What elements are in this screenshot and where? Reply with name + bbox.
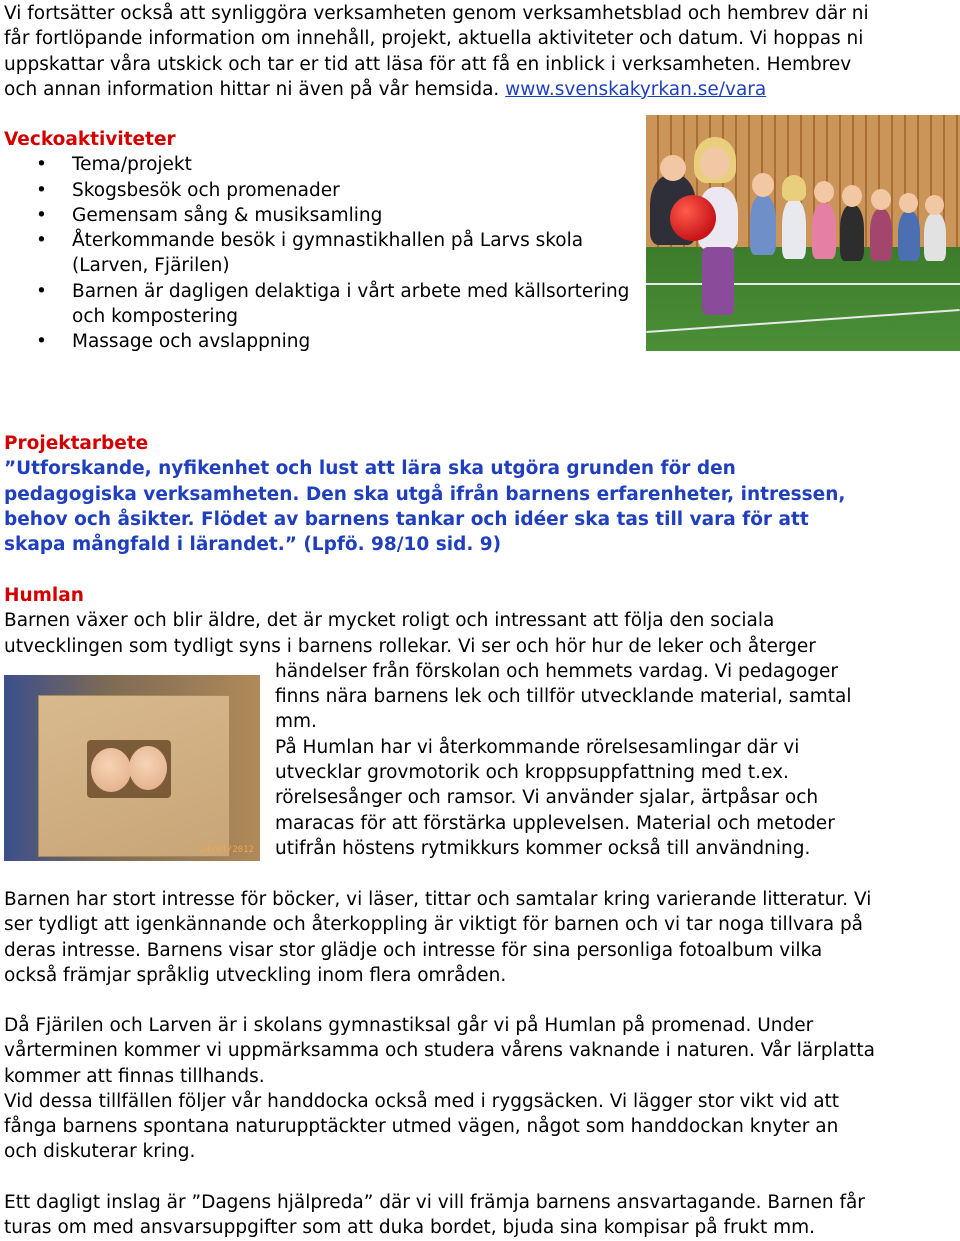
humlan-line: utvecklar grovmotorik och kroppsuppfattning med t.ex. — [275, 762, 789, 784]
helper-paragraph — [4, 1190, 865, 1241]
humlan-line: På Humlan har vi återkommande rörelsesamlingar där vi — [275, 736, 800, 758]
list-item: • Återkommande besök i gymnastikhallen på Larvs skola (Larven, Fjärilen) — [4, 228, 634, 279]
walk-line: och diskuterar kring. — [4, 1141, 196, 1163]
humlan-line: finns nära barnens lek och tillför utvecklande material, samtal — [275, 686, 852, 708]
gymnasium-children-photo — [646, 115, 960, 351]
website-link[interactable]: www.svenskakyrkan.se/vara — [505, 78, 767, 100]
intro-line: och annan information hittar ni även på vår hemsida. — [4, 78, 506, 100]
quote-line: ”Utforskande, nyfikenhet och lust att lära ska utgöra grunden för den — [4, 458, 736, 480]
project-section — [4, 431, 845, 557]
intro-line: Vi fortsätter också att synliggöra verksamheten genom verksamhetsblad och hembrev där ni — [4, 3, 869, 24]
box-window — [87, 740, 171, 798]
children-cardboard-box-photo — [4, 675, 260, 861]
project-heading: Projektarbete — [4, 433, 149, 454]
books-line: deras intresse. Barnens visar stor glädje och intresse för sina personliga fotoalbum vilka — [4, 939, 823, 961]
helper-line: Ett dagligt inslag är ”Dagens hjälpreda” där vi vill främja barnens ansvartagande. Barnen får — [4, 1192, 865, 1213]
cardboard-box — [38, 695, 230, 857]
photo-date-stamp: 24/01/2012 — [199, 845, 254, 855]
child-face — [129, 746, 167, 790]
humlan-line: Barnen växer och blir äldre, det är mycket roligt och intressant att följa den sociala — [4, 610, 775, 632]
list-item: • Barnen är dagligen delaktiga i vårt arbete med källsortering och kompostering — [4, 279, 634, 330]
humlan-line: händelser från förskolan och hemmets vardag. Vi pedagoger — [275, 660, 838, 682]
child-face — [91, 748, 131, 792]
books-line: ser tydligt att igenkännande och återkoppling är viktigt för barnen och vi tar noga tillvara på — [4, 914, 864, 936]
humlan-line: maracas för att förstärka upplevelsen. Material och metoder — [275, 812, 835, 834]
intro-line: uppskattar våra utskick och tar er tid att läsa för att få en inblick i verksamheten. Hembrev — [4, 53, 852, 75]
weekly-heading: Veckoaktiviteter — [4, 129, 176, 150]
humlan-heading: Humlan — [4, 585, 84, 606]
quote-line: pedagogiska verksamheten. Den ska utgå ifrån barnens erfarenheter, intressen, — [4, 483, 846, 505]
weekly-list — [4, 152, 634, 354]
red-ball — [670, 195, 716, 241]
intro-line: får fortlöpande information om innehåll, projekt, aktuella aktiviteter och datum. Vi hoppas ni — [4, 28, 864, 50]
list-item: • Massage och avslappning — [4, 329, 634, 354]
books-line: Barnen har stort intresse för böcker, vi läser, tittar och samtalar kring varierande litteratur. Vi — [4, 889, 872, 910]
humlan-line: utvecklingen som tydligt syns i barnens rollekar. Vi ser och hör hur de leker och återger — [4, 635, 816, 657]
walk-line: vårterminen kommer vi uppmärksamma och studera vårens vaknande i naturen. Vår lärplatta — [4, 1040, 875, 1062]
walk-line: fånga barnens spontana naturupptäckter utmed vägen, något som handdockan knyter an — [4, 1116, 839, 1138]
walk-line: kommer att finnas tillhands. — [4, 1065, 265, 1087]
walk-line: Vid dessa tillfällen följer vår handdocka också med i ryggsäcken. Vi lägger stor vikt vid att — [4, 1090, 840, 1112]
humlan-line: mm. — [275, 711, 317, 733]
books-line: också främjar språklig utveckling inom flera områden. — [4, 964, 507, 986]
walk-paragraph — [4, 1013, 875, 1165]
quote-line: skapa mångfald i lärandet.” (Lpfö. 98/10 sid. 9) — [4, 534, 502, 556]
intro-paragraph — [4, 1, 869, 102]
list-item: • Skogsbesök och promenader — [4, 178, 634, 203]
humlan-line: utifrån höstens rytmikkurs kommer också till användning. — [275, 837, 811, 859]
books-paragraph — [4, 887, 871, 988]
intro-line-with-link — [4, 77, 869, 102]
walk-line: Då Fjärilen och Larven är i skolans gymnastiksal går vi på Humlan på promenad. Under — [4, 1015, 814, 1036]
list-item: • Gemensam sång & musiksamling — [4, 203, 634, 228]
weekly-activities-section — [4, 127, 634, 355]
list-item: • Tema/projekt — [4, 152, 634, 177]
quote-line: behov och åsikter. Flödet av barnens tankar och idéer ska tas till vara för att — [4, 508, 809, 530]
humlan-line: rörelsesånger och ramsor. Vi använder sjalar, ärtpåsar och — [275, 787, 819, 809]
helper-line: turas om med ansvarsuppgifter som att duka bordet, bjuda sina kompisar på frukt mm. — [4, 1217, 816, 1239]
